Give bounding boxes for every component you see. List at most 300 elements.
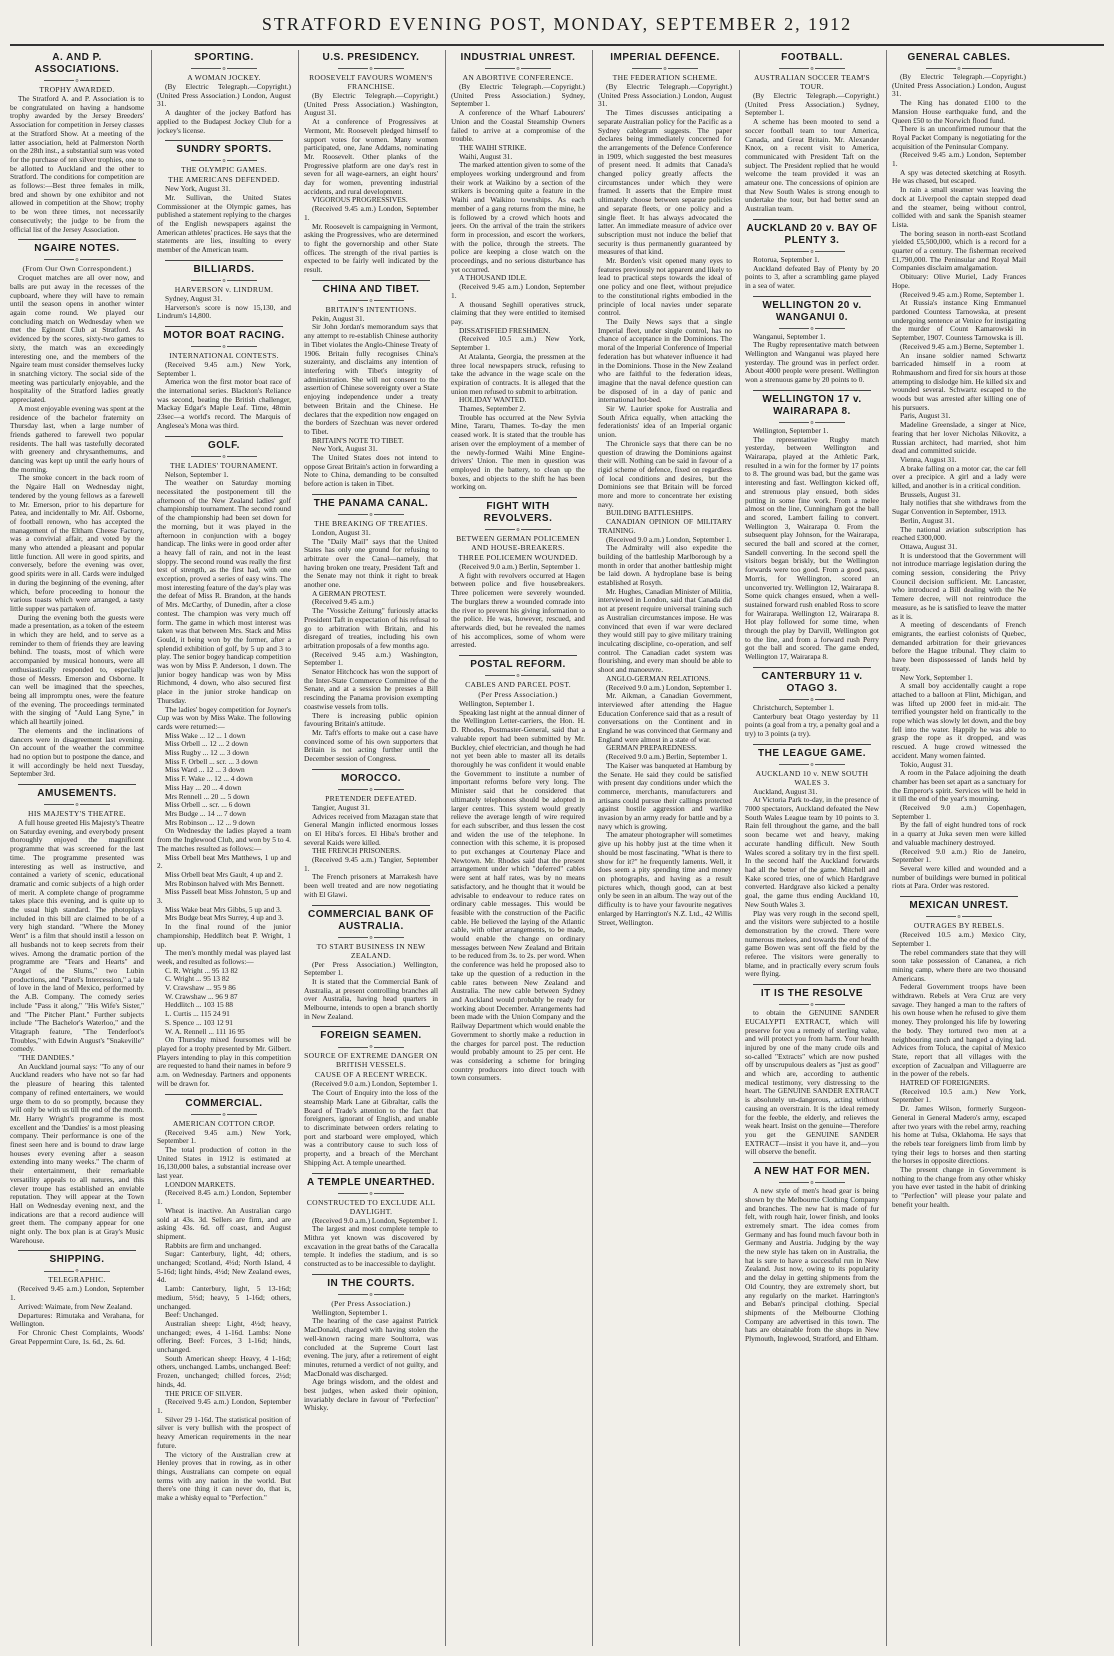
heading-ornament: o: [745, 326, 879, 332]
article-heading: WELLINGTON 20 v. WANGANUI 0.: [762, 299, 862, 323]
article-paragraph: Tokio, August 31.: [900, 759, 953, 769]
article-heading: THE LEAGUE GAME.: [757, 747, 866, 759]
article-paragraph: A small boy accidentally caught a rope attached to a balloon at Flint, Michigan, and was lifted up 2000 feet in mid-air. The terrified youngster held on frantically to the rope which was slowly let down, and the boy fell into the water. Happily he was able to grasp the rope as it dropped, and was rescued. A huge crowd witnessed the accident. Many women fainted.: [892, 681, 1026, 760]
article-paragraph: It is understood that the Government will not introduce marriage legislation during the coming session, considering the Privy Council decision sufficient. Mr. Lancaster, who introduced a Bill dealing with the Ne Temere decree, will not reintroduce the measure, as he is satisfied to leave the matter as it is.: [892, 550, 1026, 621]
article-paragraph: Wellington, September 1.: [753, 425, 829, 435]
heading-ornament: o: [157, 278, 291, 284]
article-paragraph: A daughter of the jockey Batford has applied to the Budapest Jockey Club for a jockey's license.: [157, 108, 291, 135]
heading-ornament: o: [745, 66, 879, 72]
article-paragraph: The men's monthly medal was played last week, and resulted as follows:—: [157, 948, 291, 966]
article-paragraph: (Received 9.45 a.m.) Tangier, September 1.: [304, 855, 438, 873]
article-paragraph: The "Vossiche Zeitung" furiously attacks President Taft in expectation of his refusal to go to arbitration with Britain, and his disregard of treaties, including his own arbitration proposals of a few months ago.: [304, 606, 438, 650]
article-subheading: HIS MAJESTY'S THEATRE.: [28, 809, 126, 819]
article-paragraph: Brussels, August 31.: [900, 489, 961, 499]
article-paragraph: The elements and the inclinations of dancers were in disagreement last evening. On account of the weather the committee had no option but to postpone the dance, and it will accordingly be held next Tuesday, September 3rd.: [10, 725, 144, 779]
article: [745, 219, 879, 291]
article-paragraph: A thousand Seghill operatives struck, claiming that they were entitled to itemised pay.: [451, 299, 585, 326]
article-paragraph: Croquet matches are all over now, and balls are put away in the recesses of the cupboard, where they will have to remain until the season opens in another winter again come round. We played our concluding match on Wednesday when we met the Eginont Club at Stratford. As evidenced by the scores, sixty-two games to sixty, the match was an exceedingly interesting one, and the members of the Ngaire team must consider themselves lucky in snatching victory. The social side of the meeting was particularly enjoyable, and the hospitality of the Stratford ladies greatly appreciated.: [10, 273, 144, 405]
article-subheading: AUSTRALIAN SOCCER TEAM'S TOUR.: [753, 73, 871, 91]
article-paragraph: The Stratford A. and P. Association is to be congratulated on having a handsome trophy awarded by the Jersey Breeders' Association for competition in Jersey classes at the Stratford Show. At a meeting of the latter association, held at Palmerston North on the 28th inst., a substantial sum was voted for the purchase of ten silver trophies, one to be allotted to Auckland and the other to Stratford. The conditions for competition are as follows:—Best three females in milk, bred and shown by one exhibitor and not allowed in competition at the Show; trophy to be won three times, not necessarily consecutively; the judge to be from the official list of the Jersey Association.: [10, 94, 144, 234]
article-paragraph: The ladies' bogey competition for Joyner's Cup was won by Miss Wake. The following cards were returned:—: [157, 704, 291, 731]
article-paragraph: Auckland, August 31.: [753, 786, 818, 796]
article-divider: [900, 896, 1018, 897]
column-rule: [739, 50, 740, 1646]
article-subheading: TROPHY AWARDED.: [39, 85, 115, 94]
article-divider: [753, 1162, 871, 1163]
article: [451, 497, 585, 650]
article-paragraph: (Received 9.45 a.m.) New York, September 1.: [157, 359, 291, 378]
article-paragraph: Miss Orbell beat Mrs Gault, 4 up and 2.: [165, 869, 283, 879]
article-paragraph: Play was very rough in the second spell, and the visitors were subjected to a hostile demonstration by the crowd. There were numerous melees, and towards the end of the game Bowen was sent off the field by the referee. The visitors were generally to blame, and in practically every scrum fouls were flying.: [745, 908, 879, 979]
article: [304, 1173, 438, 1269]
article-subheading: OUTRAGES BY REBELS.: [913, 921, 1005, 931]
article-paragraph: A most enjoyable evening was spent at the residence of the bachelor fraternity on Thursday last, when a large number of friends gathered to farewell two popular residents. The hall was tastefully decorated with greenery and chrysanthemums, and dancing was kept up until the early hours of the morning.: [10, 403, 144, 474]
article-paragraph: The Admiralty will also expedite the building of the battleship Marlborough by a month in order that another battleship might be laid down. A hydroplane base is being established at Rosyth.: [598, 543, 732, 588]
article-paragraph: (Received 9.0 a.m.) Berlin, September 1.: [459, 562, 581, 572]
article-paragraph: ANGLO-GERMAN RELATIONS.: [606, 673, 711, 683]
article-paragraph: (Received 9.45 a.m.) London, September 1.: [451, 282, 585, 300]
article-paragraph: C. Wright ... 95 13 82: [165, 974, 230, 984]
heading-ornament: o: [745, 420, 879, 426]
column-rule: [592, 50, 593, 1646]
heading-ornament: o: [10, 802, 144, 808]
heading-ornament: o: [745, 1002, 879, 1008]
article-paragraph: (By Electric Telegraph.—Copyright.) (United Press Association.) London, August 31.: [598, 82, 732, 109]
article-paragraph: (Received 10.5 a.m.) New York, September 1.: [451, 334, 585, 353]
article-paragraph: W. A. Rennell ... 111 16 95: [165, 1026, 245, 1036]
article: [157, 260, 291, 321]
article-paragraph: to obtain the GENUINE SANDER EUCALYPTI EXTRACT, which will preserve for you a remedy of sterling value, and will protect you from harm. Your health injured by one of the many crude oils and so-called "Extracts" which are now pushed off by unscrupulous dealers as "just as good" and which are, according to authentic medical testimony, very distressing to the heart. The GENUINE SANDER EXTRACT is absolutely un-dangerous, acting without causing an overstrain. It is the ideal remedy for the feeble, the elderly, and relieves the weak heart. Insist on the genuine—Therefore you get the GENUINE SANDER EXTRACT—insist it you have it, and—you will observe the benefit.: [745, 1008, 879, 1157]
article-heading: AUCKLAND 20 v. BAY OF PLENTY 3.: [746, 222, 878, 246]
article-paragraph: (Received 9.45 a.m.) London, September 1.: [10, 1284, 144, 1303]
article-paragraph: Rotorua, September 1.: [753, 254, 820, 264]
article-heading: WELLINGTON 17 v. WAIRARAPA 8.: [762, 393, 862, 417]
article-paragraph: Mrs Robinson halved with Mrs Bennett.: [165, 878, 285, 888]
article-paragraph: The Rugby representative match between Wellington and Wanganui was played here yesterday. The ground was in perfect order. About 4000 people were present. Wellington won a strenuous game by 20 points to 0.: [745, 340, 879, 385]
article-heading: SUNDRY SPORTS.: [176, 144, 272, 156]
article-paragraph: New York, September 1.: [900, 672, 973, 682]
article-paragraph: Miss Orbell ... 12 ... 2 down: [165, 739, 248, 749]
article-paragraph: A full house greeted His Majesty's Theatre on Saturday evening, and everybody present thoroughly enjoyed the magnificent programme that was screened for the last time. The programme presented was interesting as well as instructive, and contained a variety of scenic, educational dramatic and comic subjects of a high order of merit. A complete change of programme takes place this evening, and is quite up to the usual high standard. The photoplays included in this bill are claimed to be of a very high standard. "Where the Money Went" is a film that should instil a lesson on all husbands not to keep secrets from their wives. Among the dramatic portion of the programme are "Tears and Hearts" and "Angel of the Slums," two Lubin productions, and "Patel's Intercession," a tale of love in the land of Mexico, performed by the A.B. Company. The comedy series include "Pass it along," "His Wife's Sister," and "The Pitcher Plant." Further subjects include "The Bachelor's Waterloo," and the Vitagraph feature, "The Tenderfoot's Troubles," with Edwin August's "Snakeville" comedy.: [10, 818, 144, 1054]
article: [745, 984, 879, 1157]
article-paragraph: Australian sheep: Light, 4½d; heavy, unchanged; ewes, 4 1-16d. Lambs: None offering. Beef: Forces, 3 1-16d; hinds, unchanged.: [157, 1318, 291, 1355]
article-paragraph: The rebel commanders state that they will soon take possession of Cananea, a rich mining camp, where there are two thousand Americans.: [892, 947, 1026, 983]
article-paragraph: Sydney, August 31.: [165, 293, 223, 303]
column-rule: [886, 50, 887, 1646]
article-divider: [753, 296, 871, 297]
article-paragraph: Senator Hitchcock has won the support of the Inter-State Commerce Committee of the Senate, and at a session he presses a Bill rescinding the Panama provision exempting coastwise vessels from tolls.: [304, 667, 438, 711]
article: [451, 52, 585, 492]
article-subheading: THE LADIES' TOURNAMENT.: [169, 460, 279, 470]
article: [304, 494, 438, 764]
article-paragraph: THE FRENCH PRISONERS.: [312, 846, 401, 856]
article-paragraph: The weather on Saturday morning necessitated the postponement till the afternoon of the New Zealand ladies' golf championship tournament. The second round of the championship had been set down for the morning, but it was played in the afternoon in conjunction with a bogey handicap. The links were in good order after a heavy fall of rain, and not in the least sloppy. The second round was really the first test of strength, as the first had, with one exception, proved a series of easy wins. The most interesting feature of the day's play was the defeat of Miss R. Brandon, at the hands of Mrs. McCarthy, of Dunedin, after a close contest. The champion was very much off form. The game in which most interest was taken was that between Mrs. Stack and Miss Gould, it being won by the former, after a splendid exhibition of golf, by 5 up and 3 to play. The senior bogey handicap competition was won by Miss P. Anderson, 1 down. The junior bogey handicap was won by Miss Richmond, 4 down, who also secured first place in the junior stroke handicap on Thursday.: [157, 478, 291, 705]
article-paragraph: (By Electric Telegraph.—Copyright.) (United Press Association.) Sydney, September 1.: [451, 82, 585, 109]
article-paragraph: The King has donated £100 to the Mansion House earthquake fund, and the Queen £50 to the Norwich flood fund.: [892, 98, 1026, 125]
article-divider: [459, 655, 577, 656]
article-divider: [312, 905, 430, 906]
article-heading: SPORTING.: [194, 52, 254, 63]
article-paragraph: A new style of men's head gear is being shown by the Melbourne Clothing Company and branches. The new hat is made of fur felt, with rough hair, lower finish, and looks extremely smart. The idea comes from Germany and has found much favour both in Germany and Austria. Judging by the way the new style has taken on in Australia, the hat is sure to have a successful run in New Zealand. Just now, owing to its popularity and the delay in getting shipments from the Old Country, they are extremely short, but any regularly on the market. Harrington's and Beban's principal clothing. Special shipments of the Melbourne Clothing Company are advertised in this town. The hats are obtainable from the shops in New Plymouth, Inglewood, Stratford, and Eltham.: [745, 1186, 879, 1344]
article-paragraph: THE WAIHI STRIKE.: [459, 142, 527, 152]
article-subheading: TELEGRAPHIC.: [48, 1275, 106, 1285]
article-heading: A TEMPLE UNEARTHED.: [306, 1176, 436, 1188]
article-paragraph: London, August 31.: [312, 527, 371, 537]
article-paragraph: (Received 9.45 a.m.) London, September 1.: [157, 1397, 291, 1415]
article-subheading: THREE POLICEMEN WOUNDED.: [458, 553, 578, 563]
article-paragraph: THE PRICE OF SILVER.: [165, 1388, 243, 1398]
article-paragraph: Trouble has occurred at the New Sylvia Mine, Tararu, Thames. To-day the men ceased work. It is stated that the trouble has arisen over the employment of a member of the newly-formed Waihi Mine Engine-drivers' Union. The men in question was employed in the battery, to clean up the boxes, and objects to the shift he has been working on.: [451, 412, 585, 492]
article-paragraph: Miss Orbell ... scr. ... 6 down: [165, 800, 251, 810]
article-paragraph: Vienna, August 31.: [900, 454, 957, 464]
article-paragraph: Heddlitch ... 103 15 88: [165, 1000, 233, 1010]
article-paragraph: Miss Rugby ... 12 ... 3 down: [165, 748, 249, 758]
article-subheading: PRETENDER DEFEATED.: [325, 793, 417, 803]
article-heading: THE PANAMA CANAL.: [313, 497, 429, 509]
article-subheading: (From Our Own Correspondent.): [22, 264, 132, 274]
article-paragraph: DISSATISFIED FRESHMEN.: [459, 325, 551, 335]
article-paragraph: Rabbits are firm and unchanged.: [165, 1240, 262, 1250]
article: [745, 667, 879, 739]
article-paragraph: L. Curtis ... 115 24 91: [165, 1009, 230, 1019]
heading-ornament: o: [892, 66, 1026, 72]
article-paragraph: A brake falling on a motor car, the car fell over a precipice. A girl and a lady were killed, and another is in a critical condition.: [892, 463, 1026, 491]
article-subheading: AMERICAN COTTON CROP.: [172, 1118, 276, 1128]
article: [304, 1026, 438, 1167]
article-heading: CHINA AND TIBET.: [322, 283, 420, 295]
article: [157, 326, 291, 431]
article-heading: FIGHT WITH REVOLVERS.: [483, 501, 553, 525]
article: [745, 744, 879, 979]
article-paragraph: Waihi, August 31.: [459, 151, 513, 161]
heading-ornament: o: [304, 1191, 438, 1197]
article: [157, 52, 291, 135]
article-paragraph: Federal Government troops have been withdrawn. Rebels at Vera Cruz are very savage. They hanged a man to the rafters of his own house when he refused to give them money. They prolonged his life by lowering the body. They tortured two men at a neighbouring ranch and hanged a dying lad. Advices from Toluca, the capital of Mexico State, report that all villages with the exception of Zacualpan and Villaguerre are in the power of the rebels.: [892, 982, 1026, 1079]
article-divider: [312, 1173, 430, 1174]
article-heading: IMPERIAL DEFENCE.: [610, 52, 720, 63]
article-subheading: (Per Press Association.): [331, 1298, 411, 1308]
article-paragraph: For Chronic Chest Complaints, Woods' Great Peppermint Cure, 1s. 6d., 2s. 6d.: [10, 1328, 144, 1346]
article-paragraph: (Received 8.45 a.m.) London, September 1.: [157, 1188, 291, 1207]
article-paragraph: (Received 9.0 a.m.) London, September 1.: [606, 682, 732, 692]
article-heading: MEXICAN UNREST.: [909, 900, 1009, 912]
article-paragraph: There is increasing public opinion favouring Britain's attitude.: [304, 710, 438, 729]
article-paragraph: Paris, August 31.: [900, 411, 951, 421]
article-paragraph: In the final round of the junior championship, Heddlitch beat P. Wright, 1 up.: [157, 922, 291, 949]
article-paragraph: The Times discusses anticipating a separate Australian policy for the Pacific as a Sydney cablegram suggests. The paper declares being immediately concerned for the arrangements of the Defence Conference in 1909, which suggested the best measures of present need. It admits that Canada's changed policy greatly affects the circumstances under which they were framed. It asserts that the Empire must ultimately choose between separate policies and separate fleets, or one policy and a single fleet. It has always advocated the latter. An immediate measure of advice over subscription must not induce the belief that security is thus permanently guaranteed by measures of that kind.: [598, 108, 732, 257]
article-paragraph: Miss Wake ... 12 ... 1 down: [165, 730, 246, 740]
article: [892, 52, 1026, 891]
article-paragraph: Nelson, September 1.: [165, 469, 229, 479]
article-paragraph: A scheme has been mooted to send a soccer football team to tour America, Canada, and Great Britain. Mr. Alexander Knox, on a recent visit to America, communicated with President Taft on the subject. The President replied that he would welcome the team provided it was an amateur one. The concessions of opinion are that New South Wales is strong enough to undertake the tour, but had better send an Australian team.: [745, 117, 879, 214]
article-paragraph: The Court of Enquiry into the loss of the steamship Mark Lane at Gibraltar, calls the Board of Trade's attention to the fact that foreigners, ignorant of English, and unable to discriminate between orders relating to port and starboard were employed, which was a contributory cause to such loss of property, and a breach of the Merchant Shipping Act. A temple unearthed.: [304, 1088, 438, 1167]
heading-ornament: o: [10, 78, 144, 84]
heading-ornament: o: [304, 512, 438, 518]
article-heading: BILLIARDS.: [193, 263, 255, 275]
article-paragraph: Mr. Sullivan, the United States Commissioner at the Olympic games, has published a statement replying to the charges of the English newspapers against the American athletes' practices. He says that the statements are lies, insulting to every member of the American team.: [157, 192, 291, 255]
article-paragraph: On Thursday mixed foursomes will be played for a trophy presented by Mr. Gilbert. Players intending to play in this competition are requested to hand their names in before 9 a.m. on Wednesday. Partners and opponents will be drawn for.: [157, 1035, 291, 1088]
article-paragraph: Canterbury beat Otago yesterday by 11 points (a goal from a try, a penalty goal and a try) to 3 points (a try).: [745, 711, 879, 738]
article-paragraph: Italy notifies that she withdraws from the Sugar Convention in September, 1913.: [892, 498, 1026, 517]
article-paragraph: Harverson's score is now 15,130, and Lindrum's 14,800.: [157, 302, 291, 321]
article-heading: A NEW HAT FOR MEN.: [753, 1166, 871, 1178]
article-paragraph: (Received 9.45 a.m.) Rome, September 1.: [900, 289, 1024, 299]
article-divider: [312, 1274, 430, 1275]
article-heading: COMMERCIAL.: [185, 1097, 263, 1109]
article-paragraph: An Auckland journal says: "To any of our Auckland readers who have not so far had the pleasure of hearing this talented company of refined entertainers, we would urge them to do so promptly, because they will only be with us till the end of the month. Mr. Harry Wright's programme is most excellent and the 'Dandies' is a most pleasing company. Their performance is one of the finest seen here and is bound to draw large houses every evening after a season extending into many weeks." The charm of their entertainment, their remarkable versatility appeals to all natures, and this clever troupe has established an enviable reputation. They will appear at the Town Hall on Wednesday evening next, and the indications are that a record audience will greet them. The company appear for one night only. The box plan is at Gray's Music Warehouse.: [10, 1061, 144, 1245]
article-paragraph: Advices received from Mazagan state that General Mangin inflicted enormous losses on El Hiba's forces. El Hiba's brother and several Kaids were killed.: [304, 811, 438, 847]
article-paragraph: The Daily News says that a single Imperial fleet, under single control, has no chance of acceptance in the Dominions. The moral of the Imperial Conference of Imperial federation has but whatever influence it had in the Dominions. Those in the New Zealand who are faithful to the federation ideas, imagine that the naval defence question can be disposed of in a day of panic and international hot-bed.: [598, 316, 732, 405]
article-divider: [312, 1026, 430, 1027]
article-paragraph: A GERMAN PROTEST.: [312, 588, 386, 598]
column-1: [10, 50, 144, 1650]
column-rule: [298, 50, 299, 1646]
article-paragraph: Christchurch, September 1.: [753, 702, 834, 712]
article-paragraph: (By Electric Telegraph.—Copyright.) (United Press Association.) London, August 31.: [892, 72, 1026, 99]
article-heading: MOROCCO.: [340, 772, 402, 784]
article-paragraph: The representative Rugby match yesterday, between Wellington and Wairarapa, played at the Athletic Park, resulted in a win for the former by 17 points to 8. The ground was bad, but the game was interesting and fast. Wellington kicked off, and strenuous play ensued, both sides putting in some fine work. From a melee almost on the line, Cunningham got the ball and scored, Lambert failing to convert. Wellington 3, Wairarapa 0. From the subsequent play Johnson, for the Wairarapa, secured the ball and scored at the corner, Sandell converting. In the second spell the visitors began briskly, but the Wellington forwards were too good. From a good pass, Morris, for Wellington, scored an unconverted try. Wellington 12, Wairarapa 8. Some quick changes ensued, when a well-sustained forward rush enabled Ross to score for Wairarapa. Wellington 12, Wairarapa 8. Hot play followed for some time, when through the play by Darvill, Wellington got to the line, and from a forward rush Perry got the ball and scored. The game ended, Wellington 17, Wairarapa 8.: [745, 434, 879, 662]
article-divider: [165, 326, 283, 327]
article-subheading: A WOMAN JOCKEY.: [187, 73, 261, 82]
article-paragraph: Obituary: Olive Muriel, Lady Frances Hope.: [892, 272, 1026, 290]
article-heading: FOREIGN SEAMEN.: [320, 1030, 422, 1042]
heading-ornament: o: [157, 158, 291, 164]
article-paragraph: A meeting of descendants of French emigrants, the earliest colonists of Quebec, demanded arbitration for their grievances before the Hague tribunal. They claim to have been dispossessed of lands held by treaty.: [892, 620, 1026, 673]
article-paragraph: Mr. Roosevelt is campaigning in Vermont, asking the Progressives, who are determined to fight the governorship and other State offices. The strength of the rival parties is expected to be fairly well indicated by the result.: [304, 221, 438, 275]
article-divider: [459, 497, 577, 498]
article-divider: [312, 769, 430, 770]
article-paragraph: (Received 9.0 a.m.) Rio de Janeiro, September 1.: [892, 846, 1026, 865]
article: [10, 52, 144, 234]
article-heading: IN THE COURTS.: [327, 1277, 415, 1289]
article-subheading: CAUSE OF A RECENT WRECK.: [314, 1070, 428, 1080]
article-paragraph: Sir John Jordan's memorandum says that any attempt to re-establish Chinese authority in Tibet violates the Anglo-Chinese Treaty of 1906. Britain fully recognises China's suzerainty, and disclaims any intention of interfering with Tibet's integrity of administration. She will not consent to the assertion of Chinese sovereignty over a State enjoying independence under a treaty between Britain and the Chinese. He declares that the expedition now engaged on the borders of Szechuan was never ordered to Tibet.: [304, 322, 438, 436]
heading-ornament: o: [745, 1180, 879, 1186]
article-paragraph: America won the first motor boat race of the international series. Blackton's Reliance was second, beating the British challenger, Mackay Edgar's Maple Leaf. Time, 48min 23sec—a world's record. The Marquis of Anglesea's Mona was third.: [157, 377, 291, 430]
article-heading: U.S. PRESIDENCY.: [322, 52, 420, 63]
article: [892, 896, 1026, 1210]
article: [304, 769, 438, 900]
article-paragraph: Wellington, September 1.: [459, 699, 535, 709]
article-paragraph: VIGOROUS PROGRESSIVES.: [312, 195, 408, 205]
heading-ornament: o: [157, 1112, 291, 1118]
column-rule: [151, 50, 152, 1646]
heading-ornament: o: [451, 527, 585, 533]
article-paragraph: (Received 9.45 a.m.): [312, 597, 374, 607]
article-paragraph: (Received 9.45 a.m.) New York, September 1.: [157, 1127, 291, 1146]
article-paragraph: (Received 10.5 a.m.) Mexico City, September 1.: [892, 930, 1026, 948]
article-paragraph: South American sheep: Heavy, 4 1-16d; others, unchanged. Lambs, unchanged. Beef: Frozen, unchanged; chilled forces, 2½d; hinds, 4d.: [157, 1353, 291, 1389]
heading-ornament: o: [304, 1292, 438, 1298]
heading-ornament: o: [745, 762, 879, 768]
article: [598, 52, 732, 927]
article-heading: INDUSTRIAL UNREST.: [460, 52, 576, 63]
article: [745, 390, 879, 662]
article-subheading: ROOSEVELT FAVOURS WOMEN'S FRANCHISE.: [309, 73, 433, 91]
article-paragraph: A spy was detected sketching at Rosyth. He was chased, but escaped.: [892, 167, 1026, 186]
article-paragraph: Mr. Borden's visit opened many eyes to features previously not apparent and likely to lead to practical steps towards the ideal of one policy and one fleet, without prejudice to the constitutional rights embodied in the principle of local navies under separate control.: [598, 256, 732, 318]
article-subheading: (Per Press Association.): [478, 690, 558, 700]
article-paragraph: V. Crawshaw ... 95 9 86: [165, 983, 236, 993]
column-rule: [445, 50, 446, 1646]
article-paragraph: In rain a small steamer was leaving the dock at Liverpool the captain stepped dead and the steamer, being without control, collided with and sank the Spanish steamer Lista.: [892, 185, 1026, 229]
article-paragraph: (Received 9.45 a.m.) London, September 1.: [892, 150, 1026, 169]
article-paragraph: Auckland defeated Bay of Plenty by 20 points to 3, after a scrambling game played in a sea of water.: [745, 263, 879, 290]
article-paragraph: Miss Wake beat Mrs Gibbs, 5 up and 3.: [165, 904, 282, 914]
article-divider: [312, 280, 430, 281]
article-heading: A. AND P. ASSOCIATIONS.: [34, 52, 120, 75]
article-paragraph: The largest and most complete temple to Mithra yet known was discovered by excavation in the great baths of the Caracalla temple. It indefies the stadium, and is so constructed as to be inaccessible to daylight.: [304, 1224, 438, 1269]
article-paragraph: The French prisoners at Marrakesh have been well treated and are now negotiating with El Glawi.: [304, 872, 438, 899]
article-paragraph: There is an unconfirmed rumour that the Royal Packet Company is negotiating for the acquisition of the Peninsular Company.: [892, 124, 1026, 151]
article-paragraph: At Victoria Park to-day, in the presence of 7000 spectators, Auckland defeated the New South Wales League team by 10 points to 3. Rain fell throughout the game, and the ball soon became wet and heavy, making accurate handling difficult. New South Wales scored a solitary try in the first spell. In the second half the Auckland forwards had all the better of the game. Mitchell and Kake scored tries, one of which Hardgrave converted. Hardgrave also kicked a penalty goal, the game thus ending Auckland 10, New South Wales 3.: [745, 795, 879, 909]
column-7: [892, 50, 1026, 1650]
masthead-rule: [10, 44, 1104, 46]
article-paragraph: Sir W. Laurier spoke for Australia and South Africa equally, when attacking the federationists' idea of an Imperial organic union.: [598, 404, 732, 440]
article-paragraph: HATRED OF FOREIGNERS.: [900, 1078, 990, 1088]
article: [304, 52, 438, 275]
article-paragraph: Madeline Greenslade, a singer at Nice, fearing that her lover Nicholas Nikovitz, a Russian architect, had married, shot him dead and committed suicide.: [892, 420, 1026, 456]
article: [745, 1162, 879, 1344]
article-subheading: HARVERSON v. LINDRUM.: [174, 284, 274, 294]
article-paragraph: By the fall of eight hundred tons of rock in a quarry at Juka seven men were killed and valuable machinery destroyed.: [892, 820, 1026, 847]
article-divider: [165, 436, 283, 437]
article-paragraph: HOLIDAY WANTED.: [459, 395, 527, 405]
article-subheading: AN ABORTIVE CONFERENCE.: [462, 73, 574, 82]
article-paragraph: Mrs Budge beat Mrs Surrey, 4 up and 3.: [165, 913, 284, 923]
article-paragraph: The United States does not intend to oppose Great Britain's action in forwarding a Note to China, demanding to be consulted before action is taken in Tibet.: [304, 453, 438, 489]
article-paragraph: CANADIAN OPINION OF MILITARY TRAINING.: [598, 517, 732, 535]
article-paragraph: BRITAIN'S NOTE TO TIBET.: [312, 435, 404, 445]
article-paragraph: During the evening both the guests were made a presentation, as a token of the esteem in which they are held, and to serve as a reminder to them of friends they are leaving behind. The toasts, most of which were accompanied by musical honours, were all enthusiastically responded to, especially those of Messrs. Emerson and Osborne. It can well be imagined that the speeches, being all impromptu ones, were the feature of the evening. The proceedings terminated with the singing of "Auld Lang Syne," in which all heartily joined.: [10, 612, 144, 727]
column-5: [598, 50, 732, 1650]
article-paragraph: C. R. Wright ... 95 13 82: [165, 965, 238, 975]
article-paragraph: W. Crawshaw ... 96 9 87: [165, 991, 238, 1001]
article-paragraph: The "Daily Mail" says that the United States has only one ground for refusing to arbitrate over the Canal—namely, that having broken one treaty, President Taft and the Senate may not think it right to break another one.: [304, 536, 438, 590]
article-paragraph: At a conference of Progressives at Vermont, Mr. Roosevelt pledged himself to support votes for women. Many women participated, one, Jane Addams, nominating Mr. Roosevelt. Other planks of the Progressive platform are one day's rest in seven for all wage-earners, an eight hours' day for women, preventing industrial accidents, and rural development.: [304, 117, 438, 196]
heading-ornament: o: [745, 697, 879, 703]
article-subheading: BRITAIN'S INTENTIONS.: [325, 304, 417, 314]
article-paragraph: Wellington, September 1.: [312, 1307, 388, 1317]
article-paragraph: The Chronicle says that there can be no question of drawing the Dominions against their will. Nothing can be said in favour of a rigid scheme of defence, fixed on regardless of local conditions and desires, but the Dominions see that Britain will be forced more and more to concentrate her existing navy.: [598, 438, 732, 509]
article-divider: [165, 1094, 283, 1095]
article-paragraph: Beef: Unchanged.: [165, 1310, 219, 1320]
article-paragraph: Silver 29 1-16d. The statistical position of silver is very bullish with the prospect of heavy American requirements in the near future.: [157, 1414, 291, 1450]
article-divider: [18, 784, 136, 785]
article-paragraph: (Received 9.0 a.m.) Berlin, September 1.: [606, 752, 728, 762]
column-4: [451, 50, 585, 1650]
article-paragraph: Tangier, August 31.: [312, 802, 370, 812]
article-paragraph: (Per Press Association.) Wellington, September 1.: [304, 959, 438, 978]
article-paragraph: (Received 9.0 a.m.) London, September 1.: [606, 534, 732, 544]
article: [451, 655, 585, 1083]
article-paragraph: A conference of the Wharf Labourers' Union and the Coastal Steamship Owners failed to arrive at a compromise of the trouble.: [451, 108, 585, 144]
article-paragraph: Mr. Taft's efforts to make out a case have convinced some of his own supporters that Britain is not acting further until the December session of Congress.: [304, 728, 438, 764]
article: [10, 1250, 144, 1346]
article-paragraph: Miss Orbell beat Mrs Matthews, 1 up and 2.: [157, 852, 291, 871]
article-paragraph: Miss F. Wake ... 12 ... 4 down: [165, 774, 253, 784]
article-subheading: TO START BUSINESS IN NEW ZEALAND.: [316, 941, 426, 960]
article-paragraph: "THE DANDIES.": [18, 1053, 75, 1063]
article-paragraph: Sugar: Canterbury, light, 4d; others, unchanged; Scotland, 4½d; North Island, 4 5-16d; light hinds, 4½d; New Zealand ewes, 4d.: [157, 1249, 291, 1285]
article-divider: [753, 219, 871, 220]
article-paragraph: Departures: Rimutaka and Verahana, for Wellington.: [10, 1310, 144, 1329]
article-divider: [753, 984, 871, 985]
article-paragraph: Wanganui, September 1.: [753, 331, 826, 341]
article-heading: SHIPPING.: [49, 1254, 105, 1266]
article-paragraph: New York, August 31.: [312, 444, 378, 454]
heading-ornament: o: [451, 66, 585, 72]
article-paragraph: The smoke concert in the back room of the Ngaire Hall on Wednesday night, tendered by the young fellows as a farewell to Mr. Emerson, prior to his departure for Patea, and incidentally to Mr. Alf. Osborne, of football renown, who has accepted the management of the Eltham Cheese Factory, was a convivial affair, and voted by the many who attended a pleasant and popular little function. All were in good spirits, and conversely, before the evening was over, good spirits were in all. Cards were indulged in during the beginning of the evening, after which, before proceeding to honour the various toasts which were arranged, a tasty little supper was partaken of.: [10, 473, 144, 613]
article-paragraph: Miss Ward ... 12 ... 3 down: [165, 765, 245, 775]
article-paragraph: The marked attention given to some of the employees working underground and from their work at Waikino by a section of the strikers is becoming quite a feature in the Waihi and Waikino townships. As each member of a gang returns from the mine, he is followed by a crowd which hoots and jeers. On the arrival of the train the strikers form in procession, and escort the workers, with the police, through the streets. The police are keeping a close watch on the proceedings, and no serious disturbance has yet occurred.: [451, 160, 585, 274]
article-paragraph: Arrived: Waimate, from New Zealand.: [18, 1301, 133, 1311]
article-paragraph: The total production of cotton in the United States in 1912 is estimated at 16,130,000 bales, a substantial increase over last year.: [157, 1144, 291, 1181]
column-2: [157, 50, 291, 1650]
article-paragraph: (By Electric Telegraph.—Copyright.) (United Press Association.) Sydney, September 1.: [745, 91, 879, 118]
article-subheading: THE BREAKING OF TREATIES.: [314, 518, 428, 528]
article-subheading: INTERNATIONAL CONTESTS.: [169, 350, 279, 360]
heading-ornament: o: [304, 935, 438, 941]
article-paragraph: At Atalanta, Georgia, the pressmen at the three local newspapers struck, refusing to take the advance in the wage scale on the expiration of contracts. It is alleged that the union men refused to submit to arbitration.: [451, 351, 585, 396]
article-paragraph: Several were killed and wounded and a number of buildings were burned in political riots at Para. Order was restored.: [892, 863, 1026, 891]
article-paragraph: (Received 9.0 a.m.) London, September 1.: [312, 1215, 438, 1225]
article-paragraph: Thames, September 2.: [459, 404, 526, 414]
article-paragraph: Miss F. Orbell ... scr. ... 3 down: [165, 756, 258, 766]
article-paragraph: (Received 9.45 a.m.) London, September 1.: [304, 204, 438, 222]
article-paragraph: (Received 9.45 a.m.) Berne, September 1.: [900, 341, 1024, 351]
article: [304, 280, 438, 489]
article-paragraph: The victory of the Australian crew at Henley proves that in rowing, as in other things, Australians can compete on equal terms with any nation in the world. But there's one thing it can never do, that is, make a whisky equal to "Perfection.": [157, 1449, 291, 1503]
article-divider: [312, 494, 430, 495]
heading-ornament: o: [10, 257, 144, 263]
article: [10, 784, 144, 1245]
article: [157, 140, 291, 255]
heading-ornament: o: [745, 249, 879, 255]
article-subheading: CONSTRUCTED TO EXCLUDE ALL DAYLIGHT.: [306, 1197, 436, 1216]
heading-ornament: o: [157, 66, 291, 72]
article-paragraph: A room in the Palace adjoining the death chamber has been set apart as a sanctuary for the Emperor's spirit. Services will be held in it till the end of the year's mourning.: [892, 768, 1026, 804]
article-paragraph: GERMAN PREPAREDNESS.: [606, 743, 697, 753]
article-paragraph: Mr. Hughes, Canadian Minister of Militia, interviewed in London, said that Canada did not at present require universal training such as Australian circumstances impose. He was convinced that even if war were declared they would still pay to give military training inculcating discipline, co-operation, and self control. The Canadian cadet system was flourishing, and every man should be able to shoot and manoeuvre.: [598, 586, 732, 675]
article-divider: [165, 140, 283, 141]
article-paragraph: Speaking last night at the annual dinner of the Wellington Letter-carriers, the Hon. H. D. Rhodes, Postmaster-General, said that a valuable report had been submitted by Mr. Buckley, chief electrician, and though he had not yet been able to master all its details thoroughly he was confident it would enable the Government to institute a number of important reforms before very long. The Minister said that he considered that ultimately telephones should be adopted in larger centres. This system would greatly relieve the average length of wire required for each subscriber, and thus lessen the cost and widen the use of the telephone. In connection with this scheme, it is proposed to put exchanges at Courtenay Place and Newtown. Mr. Rhodes said that the present arrangement under which "deferred" cables were sent at half rates, was by no means satisfactory, and he thought that it would be advisable to endeavour to reduce rates on ordinary cable messages. This would be feasible with the construction of the Pacific cable. He believed the laying of the Atlantic cable, with other arrangements, to be made, would enable the change on ordinary messages between New Zealand and Britain to be reduced from 3s. to 2s. per word. When the conference was held he proposed also to take up the question of a reduction in the cable rates between New Zealand and Australia. The new cable between Sydney and Auckland would probably be ready for working about December. Arrangements had been made with the Union Company and the Railway Department which would enable the Government to shortly make a reduction in the charges for parcel post. The reduction would probably amount to 25 per cent. He was considering a scheme for bringing country producers into direct touch with town consumers.: [451, 707, 585, 1083]
article: [745, 52, 879, 214]
article-heading: NGAIRE NOTES.: [34, 243, 120, 255]
article: [157, 436, 291, 1089]
article-paragraph: Mr. Aikman, a Canadian Government, interviewed after attending the Hague Education Conference said that as a result of conversations on the Continent and in England he was convinced that Germany and England were almost in a state of war.: [598, 691, 732, 744]
heading-ornament: o: [304, 66, 438, 72]
article-paragraph: The amateur photographer will sometimes give up his hobby just at the time when it should be most fascinating. "What is there to show for it?" he frequently laments. Well, it does seem a pity spending time and money on photographs, and having as a result pictures which, though good, can at best only be seen in an album. The way out of the difficulty is to have your favourite negatives enlarged by Harrington's N.Z. Ltd., 42 Willis Street, Wellington.: [598, 830, 732, 927]
article-paragraph: LONDON MARKETS.: [165, 1179, 236, 1189]
article-heading: MOTOR BOAT RACING.: [163, 329, 285, 341]
article: [745, 296, 879, 385]
article-paragraph: Lamb: Canterbury, light, 5 13-16d; medium, 5½d; heavy, 5 1-16d; others, unchanged.: [157, 1284, 291, 1311]
heading-ornament: o: [157, 454, 291, 460]
heading-ornament: o: [451, 673, 585, 679]
article-paragraph: Mrs Robinson ... 12 ... 9 down: [165, 817, 255, 827]
article-paragraph: (By Electric Telegraph.—Copyright.) (United Press Association.) Washington, August 31.: [304, 91, 438, 118]
article-heading: IT IS THE RESOLVE: [760, 988, 864, 1000]
heading-ornament: o: [304, 787, 438, 793]
article-paragraph: (By Electric Telegraph.—Copyright.) (United Press Association.) London, August 31.: [157, 82, 291, 109]
article-subheading: AUCKLAND 10 v. NEW SOUTH WALES 3.: [755, 768, 869, 787]
article-heading: GENERAL CABLES.: [907, 52, 1011, 63]
article-paragraph: Age brings wisdom, and the oldest and best judges, when asked their opinion, invariably declare in favour of "Perfection" Whisky.: [304, 1377, 438, 1413]
article-paragraph: At Russia's instance King Emmanuel pardoned Countess Tarnowska, at present undergoing sentence at Venice for instigating the murder of Count Kamarowski in September, 1907. Countess Tarnowska is ill.: [892, 298, 1026, 343]
article: [304, 1274, 438, 1413]
article-paragraph: The Kaiser was banqueted at Hamburg by the Senate. He said they could be satisfied with present day conditions under which the commerce, merchants, manufacturers and artisans could pursue their callings protected against hostile aggression and warlike invasion by an army ready for battle and by a navy which is growing.: [598, 760, 732, 831]
